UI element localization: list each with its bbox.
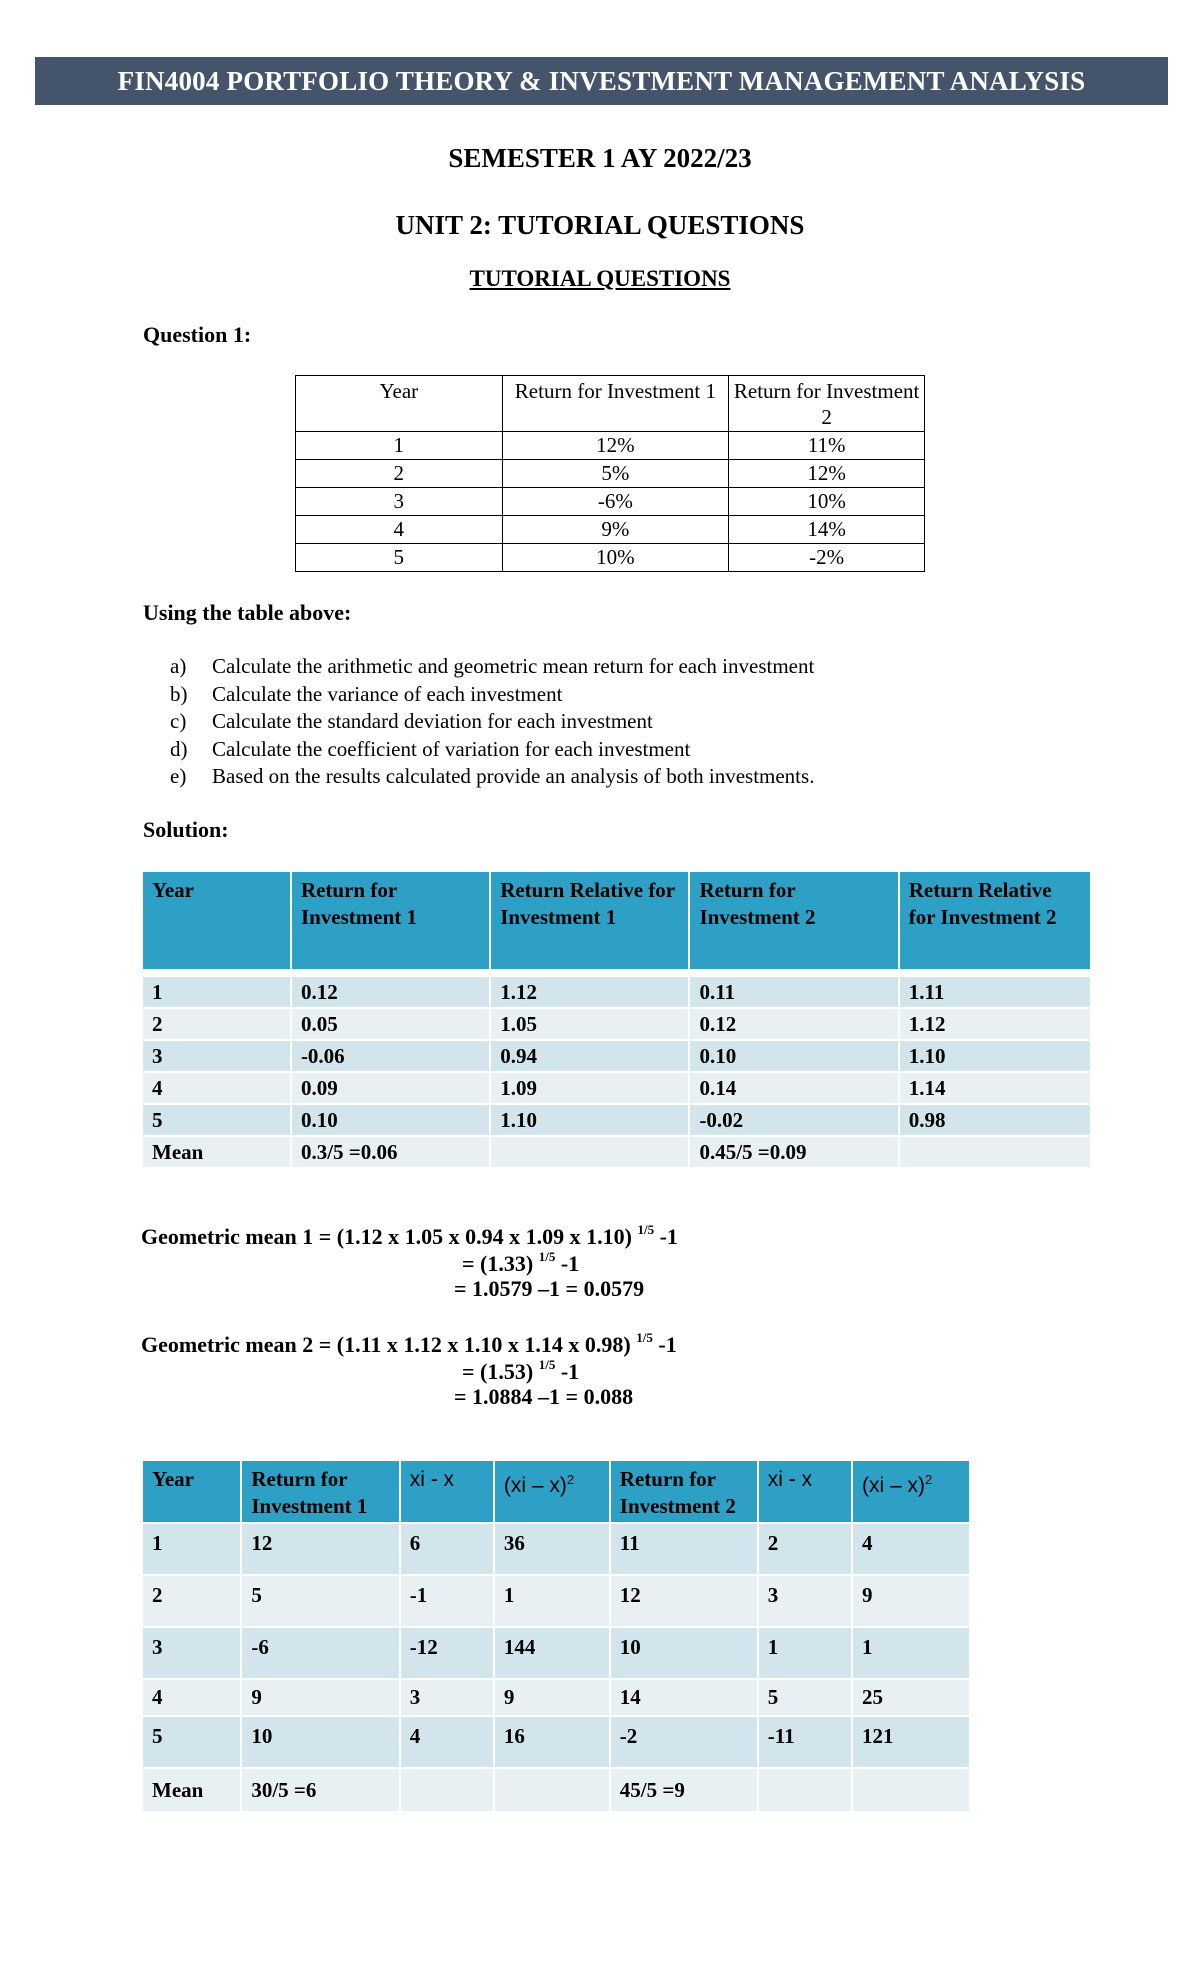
table-cell: 0.11 [690,977,897,1007]
table-row [143,1576,969,1626]
table-cell: 9% [502,516,729,544]
table-cell: 1.10 [491,1105,688,1135]
table-cell: 144 [495,1628,609,1678]
table-cell: 2 [143,1009,290,1039]
table-cell: 5 [143,1717,240,1767]
course-title-banner [35,57,1168,105]
task-list [170,653,814,791]
table-cell: Mean [143,1769,240,1811]
table-cell: 0.12 [292,977,489,1007]
table-cell: 6 [401,1524,493,1574]
table-cell: 1.10 [900,1041,1090,1071]
table-cell: -1 [401,1576,493,1626]
semester-title: SEMESTER 1 AY 2022/23 [448,143,752,173]
table-cell: 1 [759,1628,851,1678]
table-cell: -2% [729,544,925,572]
variance-table [141,1459,971,1813]
table-cell: 1.14 [900,1073,1090,1103]
table-cell: 1 [853,1628,969,1678]
table-cell: 10 [611,1628,757,1678]
table-cell [495,1769,609,1811]
table-cell: -12 [401,1628,493,1678]
header-cell: Year [143,1461,240,1522]
header-cell: Return for Investment 2 [611,1461,757,1522]
table-row [296,488,925,516]
table-cell: -2 [611,1717,757,1767]
return-relatives-table [141,870,1092,1169]
table-cell: 5 [143,1105,290,1135]
table-cell: 0.10 [690,1041,897,1071]
table-cell: 1 [495,1576,609,1626]
table-cell: 4 [296,516,503,544]
table-cell: 0.12 [690,1009,897,1039]
table-cell [401,1769,493,1811]
table-row [296,460,925,488]
table-row [143,1717,969,1767]
header-cell: xi - x [759,1461,851,1522]
table-cell: -6 [242,1628,398,1678]
table-cell: 3 [143,1628,240,1678]
table-cell: 5% [502,460,729,488]
table-cell: 121 [853,1717,969,1767]
table-cell: 10% [729,488,925,516]
header-cell: xi - x [401,1461,493,1522]
header-cell: Return for Investment 1 [292,872,489,969]
table-cell: 16 [495,1717,609,1767]
table-cell: 4 [401,1717,493,1767]
table-row [143,1105,1090,1135]
table-cell: 9 [242,1680,398,1715]
table-cell: -11 [759,1717,851,1767]
table-cell: 1.11 [900,977,1090,1007]
tutorial-subtitle: TUTORIAL QUESTIONS [469,266,731,291]
table-cell: 45/5 =9 [611,1769,757,1811]
table-cell: 14 [611,1680,757,1715]
table-cell: 4 [143,1680,240,1715]
table-cell: 5 [242,1576,398,1626]
table-cell: 1 [143,977,290,1007]
geometric-mean-1-line-2: = (1.33) $^{1/5}$ -1 [462,1249,580,1276]
table-cell: 0.09 [292,1073,489,1103]
table-row [296,432,925,460]
table-cell: 11% [729,432,925,460]
table-cell: 3 [143,1041,290,1071]
table-header-row [296,376,925,432]
list-item: a) Calculate the arithmetic and geometric mean return for each investment [170,654,815,678]
header-cell: (xi – x)$^2$ [853,1461,969,1522]
header-cell: Return for Investment 2 [729,376,925,432]
table-cell: 36 [495,1524,609,1574]
table-cell: 0.05 [292,1009,489,1039]
table-cell: 2 [296,460,503,488]
header-cell: (xi – x)$^2$ [495,1461,609,1522]
table-row [143,1628,969,1678]
table-cell: 12% [502,432,729,460]
table-row [296,516,925,544]
instructions-label: Using the table above: [143,600,352,625]
table-cell: 12 [611,1576,757,1626]
table-cell: 1 [143,1524,240,1574]
header-cell: Return Relative for Investment 1 [491,872,688,969]
header-cell: Return for Investment 1 [502,376,729,432]
table-cell: 3 [401,1680,493,1715]
table-cell: 1 [296,432,503,460]
table-cell: 1.09 [491,1073,688,1103]
table-cell: 5 [759,1680,851,1715]
header-cell: Return for Investment 1 [242,1461,398,1522]
table-cell: 2 [759,1524,851,1574]
unit-title: UNIT 2: TUTORIAL QUESTIONS [395,210,805,240]
course-title: FIN4004 PORTFOLIO THEORY & INVESTMENT MANAGEMENT ANALYSIS [117,65,1086,96]
geometric-mean-2-line-1: Geometric mean 2 = (1.11 x 1.12 x 1.10 x 1.14 x 0.98) $^{1/5}$ -1 [141,1330,677,1357]
table-row [143,1009,1090,1039]
geometric-mean-2-line-2: = (1.53) $^{1/5}$ -1 [462,1357,580,1384]
table-cell: -0.06 [292,1041,489,1071]
table-row [296,544,925,572]
table-row [143,1524,969,1574]
solution-label: Solution: [143,817,229,842]
table-cell [491,1137,688,1167]
table-row [143,977,1090,1007]
geometric-mean-1-line-3: = 1.0579 –1 = 0.0579 [454,1276,645,1301]
table-cell: 9 [495,1680,609,1715]
geometric-mean-1-line-1: Geometric mean 1 = (1.12 x 1.05 x 0.94 x 1.09 x 1.10) $^{1/5}$ -1 [141,1222,678,1249]
table-cell: 1.12 [900,1009,1090,1039]
table-row-mean [143,1769,969,1811]
table-row [143,1680,969,1715]
table-header-row [143,1461,969,1522]
table-cell: 12% [729,460,925,488]
table-cell: 0.14 [690,1073,897,1103]
table-cell: 1.05 [491,1009,688,1039]
table-row [143,1041,1090,1071]
list-item: d) Calculate the coefficient of variation for each investment [170,736,691,761]
table-cell: 11 [611,1524,757,1574]
table-cell: 0.98 [900,1105,1090,1135]
table-cell: 10 [242,1717,398,1767]
table-cell: 3 [296,488,503,516]
table-cell: 0.94 [491,1041,688,1071]
table-cell [759,1769,851,1811]
question-returns-table [295,375,925,572]
table-cell [900,1137,1090,1167]
table-cell: 3 [759,1576,851,1626]
table-cell: 4 [853,1524,969,1574]
table-cell: 10% [502,544,729,572]
header-cell: Return for Investment 2 [690,872,897,969]
table-cell: 14% [729,516,925,544]
table-header-row [143,872,1090,969]
header-cell: Year [143,872,290,969]
table-cell: 9 [853,1576,969,1626]
table-cell: -6% [502,488,729,516]
table-row [143,1073,1090,1103]
table-cell: 30/5 =6 [242,1769,398,1811]
table-cell: 4 [143,1073,290,1103]
list-item: b) Calculate the variance of each investment [170,681,563,706]
header-cell: Year [296,376,503,432]
header-cell: Return Relative for Investment 2 [900,872,1090,969]
table-cell: Mean [143,1137,290,1167]
table-cell: 0.10 [292,1105,489,1135]
table-cell [853,1769,969,1811]
table-cell: 1.12 [491,977,688,1007]
geometric-mean-2-line-3: = 1.0884 –1 = 0.088 [454,1384,634,1409]
table-cell: 5 [296,544,503,572]
question-1-label: Question 1: [143,322,252,347]
table-cell: 25 [853,1680,969,1715]
table-cell: -0.02 [690,1105,897,1135]
table-cell: 0.45/5 =0.09 [690,1137,897,1167]
table-cell: 12 [242,1524,398,1574]
table-cell: 2 [143,1576,240,1626]
list-item: c) Calculate the standard deviation for each investment [170,709,653,733]
table-row-mean [143,1137,1090,1167]
table-cell: 0.3/5 =0.06 [292,1137,489,1167]
list-item: e) Based on the results calculated provide an analysis of both investments. [170,764,815,788]
